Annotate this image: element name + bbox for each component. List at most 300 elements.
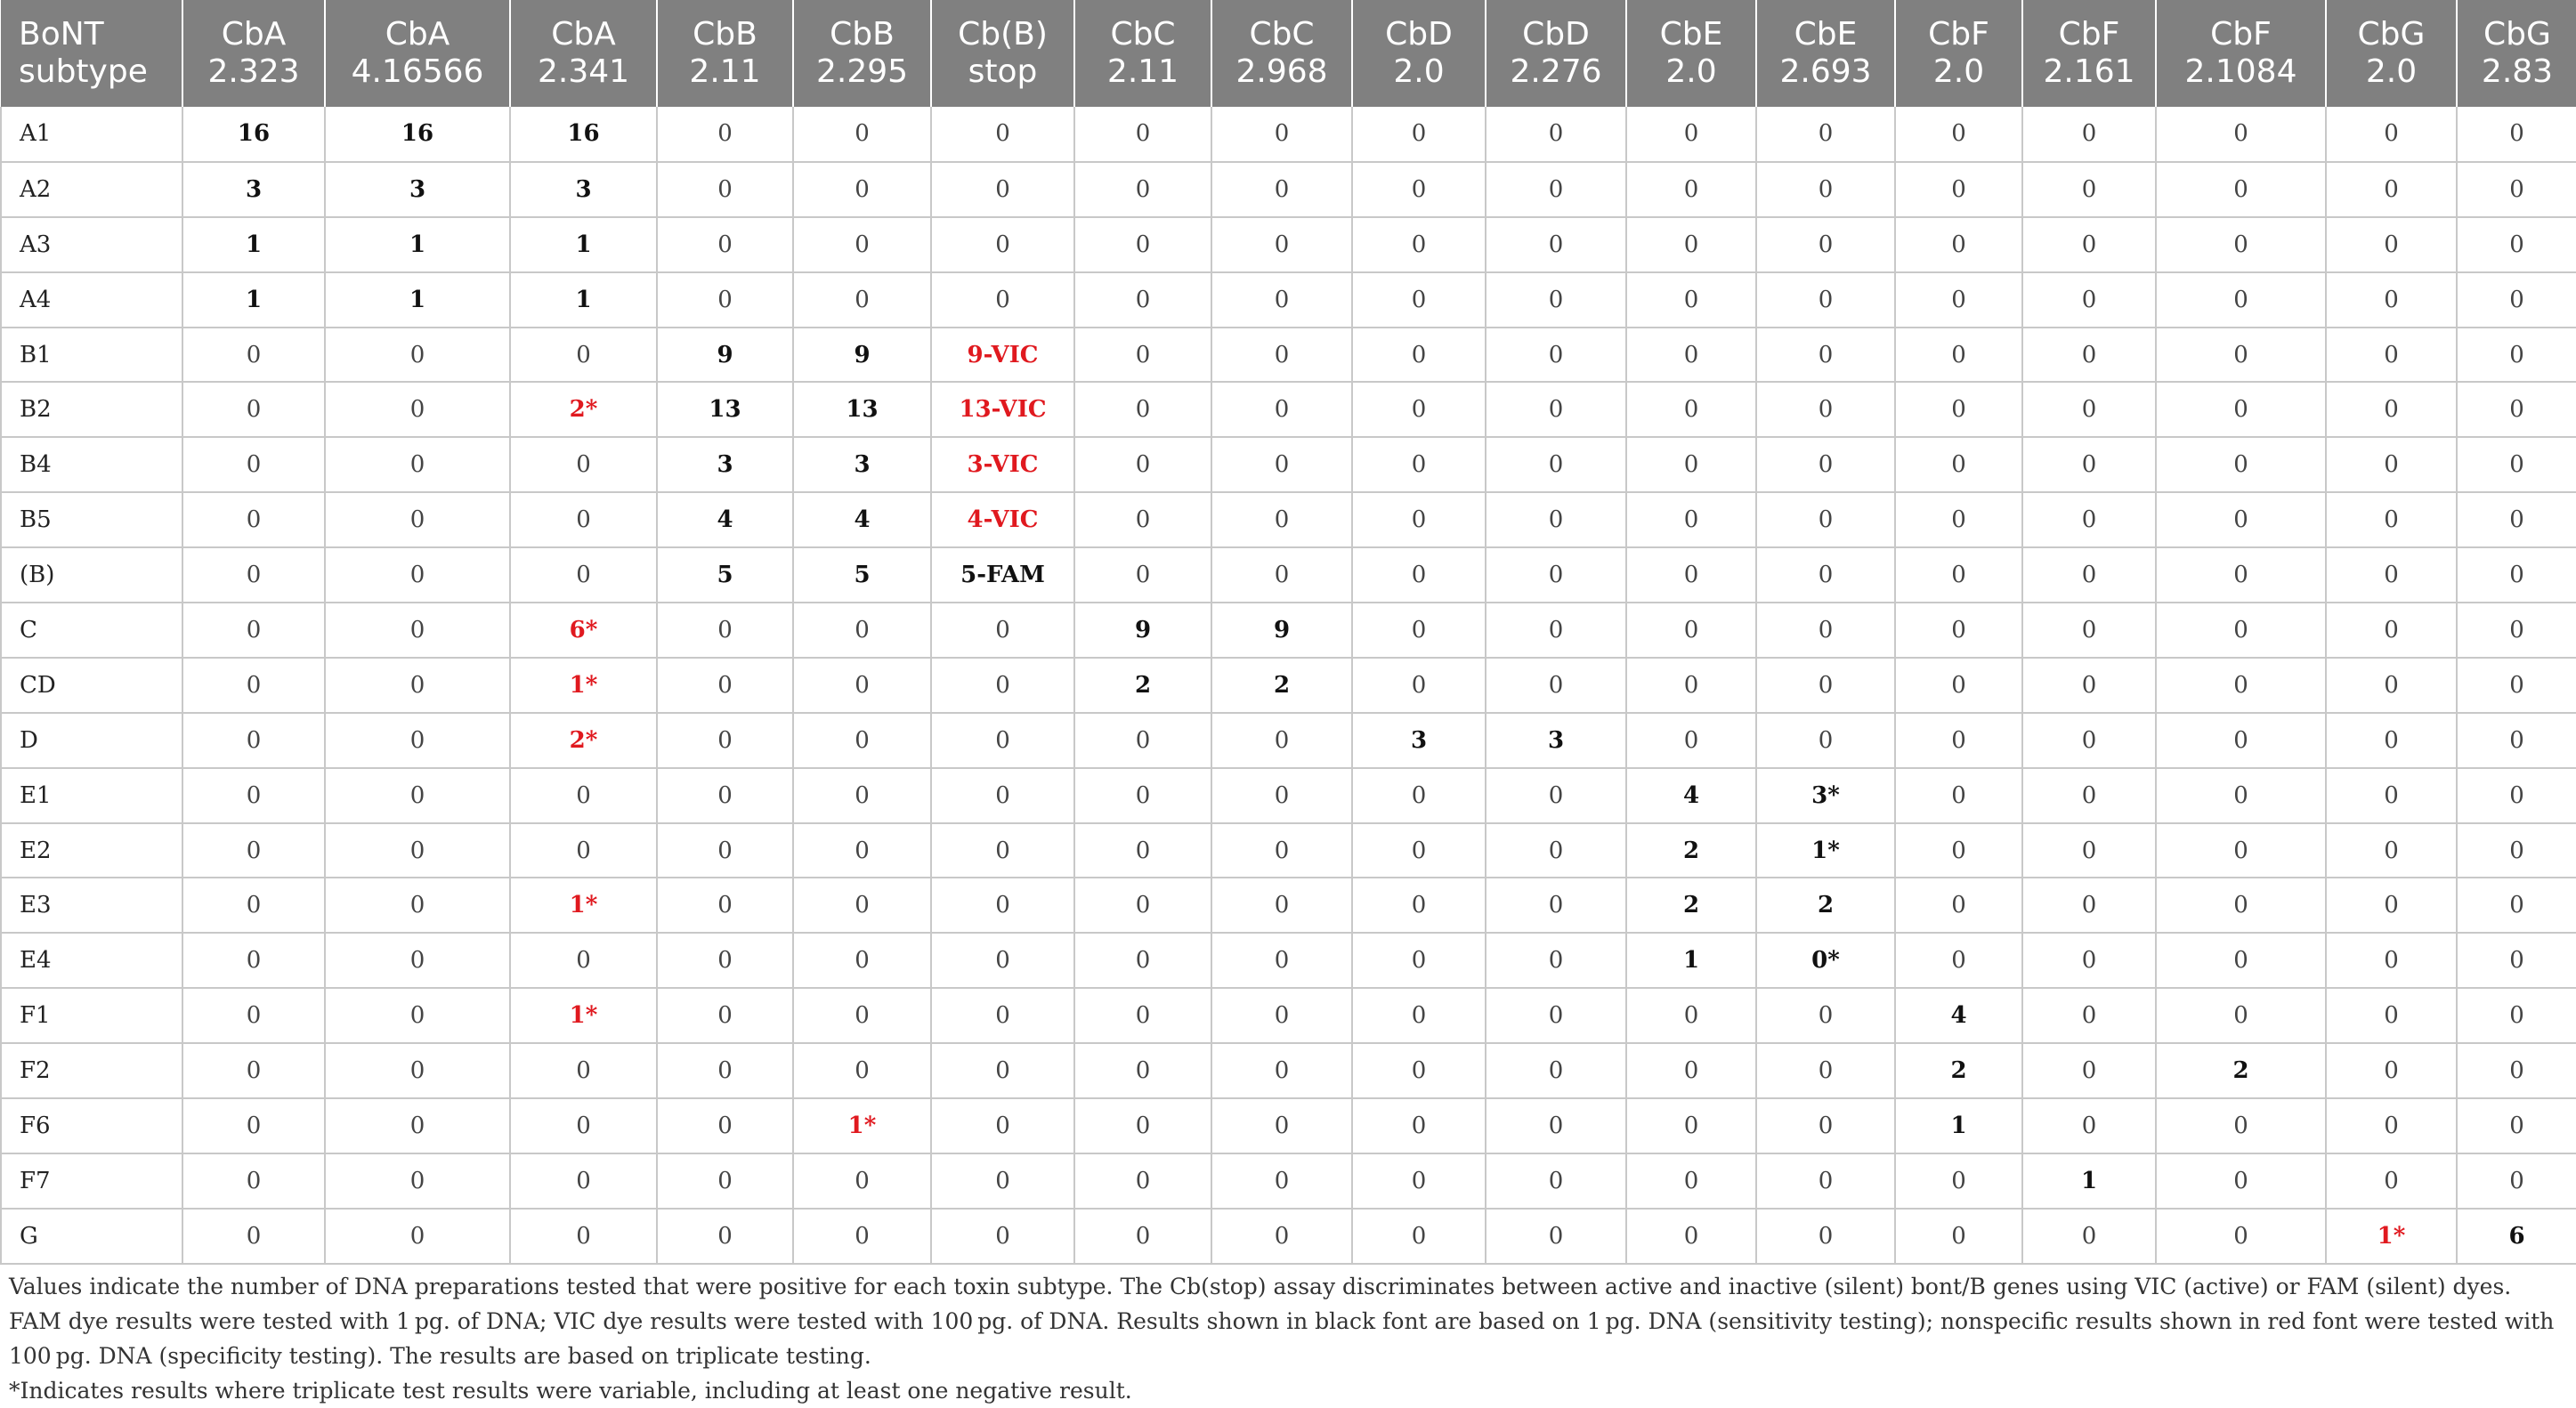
table-cell: 0 (1626, 1098, 1756, 1153)
table-cell: 0 (1626, 1043, 1756, 1098)
table-cell: 0 (2457, 492, 2576, 547)
table-cell: 0 (931, 713, 1074, 768)
column-header-line: 2.11 (1106, 53, 1179, 90)
table-cell: 0 (1352, 382, 1486, 437)
table-cell: 0 (1756, 1098, 1895, 1153)
table-cell: 2 (1895, 1043, 2022, 1098)
row-subtype-label: (B) (1, 547, 182, 603)
row-subtype-label: G (1, 1209, 182, 1264)
table-cell: 0 (1626, 988, 1756, 1043)
table-cell: 0 (657, 162, 793, 217)
table-cell: 0 (325, 988, 510, 1043)
table-cell: 3 (1486, 713, 1626, 768)
table-cell: 0 (2156, 217, 2326, 272)
table-cell: 0 (2156, 713, 2326, 768)
table-cell: 9 (657, 328, 793, 383)
table-cell: 0 (1352, 547, 1486, 603)
table-cell: 0 (325, 1043, 510, 1098)
table-cell: 3 (510, 162, 657, 217)
table-cell: 0 (1626, 713, 1756, 768)
column-header-line: 2.323 (207, 53, 300, 90)
table-cell: 0 (1626, 217, 1756, 272)
table-cell: 0 (325, 328, 510, 383)
table-cell: 0 (325, 1098, 510, 1153)
table-cell: 0 (182, 437, 325, 492)
table-cell: 0 (1074, 713, 1211, 768)
table-cell: 0 (510, 437, 657, 492)
column-header (2156, 0, 2326, 107)
column-header-line: CbF (2058, 16, 2120, 53)
table-cell: 0 (1352, 437, 1486, 492)
column-header-line: Cb(B) (958, 16, 1048, 53)
table-cell: 13 (793, 382, 931, 437)
column-header-line: CbF (2210, 16, 2272, 53)
table-cell: 0 (1756, 107, 1895, 162)
table-cell: 0 (2022, 603, 2156, 658)
table-cell: 0 (1211, 933, 1352, 988)
table-cell: 0 (931, 1153, 1074, 1209)
table-cell: 0 (931, 658, 1074, 713)
table-cell: 0 (1895, 768, 2022, 823)
table-cell: 0 (657, 107, 793, 162)
table-cell: 1* (510, 988, 657, 1043)
table-cell: 0 (1486, 547, 1626, 603)
column-header-line: 2.161 (2043, 53, 2135, 90)
table-cell: 0 (1895, 603, 2022, 658)
table-cell: 0 (1352, 1209, 1486, 1264)
table-cell: 0 (1626, 603, 1756, 658)
table-cell: 0 (325, 1153, 510, 1209)
table-cell: 0 (325, 1209, 510, 1264)
row-subtype-label: D (1, 713, 182, 768)
table-cell: 0 (1074, 1209, 1211, 1264)
table-cell: 0 (1895, 823, 2022, 878)
table-cell: 0 (2457, 603, 2576, 658)
table-cell: 0 (182, 713, 325, 768)
table-cell: 0 (2022, 658, 2156, 713)
table-cell: 0 (2326, 603, 2457, 658)
row-subtype-label: B4 (1, 437, 182, 492)
table-cell: 0 (182, 328, 325, 383)
table-cell: 0 (1352, 162, 1486, 217)
table-cell: 0 (2457, 1153, 2576, 1209)
table-cell: 0 (2156, 162, 2326, 217)
table-cell: 0 (1074, 823, 1211, 878)
table-cell: 0 (1486, 823, 1626, 878)
table-cell: 0 (1352, 768, 1486, 823)
table-cell: 4 (1626, 768, 1756, 823)
table-cell: 0 (2457, 878, 2576, 933)
table-cell: 0 (657, 823, 793, 878)
table-cell: 0 (2326, 768, 2457, 823)
table-cell: 0 (931, 272, 1074, 328)
table-cell: 0 (2326, 933, 2457, 988)
table-cell: 0 (2326, 988, 2457, 1043)
table-cell: 0 (657, 603, 793, 658)
column-header-line: 2.0 (1393, 53, 1445, 90)
table-cell: 0 (182, 933, 325, 988)
table-cell: 0 (2022, 162, 2156, 217)
column-header-line: CbG (2357, 16, 2426, 53)
table-cell: 0 (2326, 547, 2457, 603)
table-cell: 4 (1895, 988, 2022, 1043)
table-cell: 0 (1352, 658, 1486, 713)
table-cell: 0 (1211, 107, 1352, 162)
table-cell: 2 (1626, 878, 1756, 933)
table-cell: 0 (1074, 1098, 1211, 1153)
table-cell: 0 (931, 768, 1074, 823)
table-cell: 0 (1756, 658, 1895, 713)
table-cell: 0 (325, 492, 510, 547)
table-cell: 0 (2156, 1098, 2326, 1153)
table-cell: 0 (793, 878, 931, 933)
table-cell: 0 (2156, 547, 2326, 603)
table-cell: 0 (510, 823, 657, 878)
table-cell: 0 (1895, 933, 2022, 988)
table-cell: 0 (1352, 933, 1486, 988)
table-cell: 2 (1211, 658, 1352, 713)
column-header-line: subtype (19, 53, 148, 90)
table-cell: 3 (325, 162, 510, 217)
table-cell: 0 (1895, 272, 2022, 328)
table-cell: 0 (1352, 823, 1486, 878)
column-header-line: CbE (1659, 16, 1723, 53)
table-cell: 0 (1756, 547, 1895, 603)
table-cell: 0 (1486, 437, 1626, 492)
table-cell: 0 (1211, 1153, 1352, 1209)
table-cell: 0 (1074, 272, 1211, 328)
table-cell: 16 (510, 107, 657, 162)
table-cell: 1 (325, 272, 510, 328)
table-cell: 0 (325, 713, 510, 768)
table-cell: 0 (510, 492, 657, 547)
column-header-line: 2.341 (537, 53, 630, 90)
table-cell: 0 (2156, 492, 2326, 547)
table-cell: 0 (1626, 162, 1756, 217)
table-cell: 0 (2326, 162, 2457, 217)
column-header (2022, 0, 2156, 107)
table-header (1, 0, 2576, 107)
table-cell: 2* (510, 713, 657, 768)
table-cell: 0 (1486, 933, 1626, 988)
table-cell: 2 (1074, 658, 1211, 713)
table-row (1, 382, 2576, 437)
column-header-line: CbC (1249, 16, 1315, 53)
table-cell: 0 (2326, 823, 2457, 878)
table-cell: 0 (931, 162, 1074, 217)
footnote-asterisk: *Indicates results where triplicate test results were variable, including at least one negative result. (9, 1378, 1132, 1404)
column-header (793, 0, 931, 107)
table-cell: 6 (2457, 1209, 2576, 1264)
table-cell: 0 (793, 162, 931, 217)
table-cell: 0 (1756, 1209, 1895, 1264)
table-cell: 0 (931, 823, 1074, 878)
column-header (325, 0, 510, 107)
table-cell: 0 (1486, 217, 1626, 272)
table-cell: 0 (1486, 492, 1626, 547)
table-cell: 0 (1895, 437, 2022, 492)
table-cell: 0 (1211, 988, 1352, 1043)
column-header-line: stop (968, 53, 1038, 90)
table-cell: 0 (793, 933, 931, 988)
table-cell: 0 (1756, 272, 1895, 328)
table-cell: 0 (510, 1209, 657, 1264)
table-cell: 0 (931, 988, 1074, 1043)
table-cell: 0 (793, 1043, 931, 1098)
table-cell: 0 (931, 1043, 1074, 1098)
table-cell: 0 (510, 768, 657, 823)
table-cell: 0 (2326, 1043, 2457, 1098)
table-cell: 0 (2156, 603, 2326, 658)
table-cell: 0 (2326, 107, 2457, 162)
table-cell: 0 (1626, 107, 1756, 162)
table-cell: 0 (1074, 328, 1211, 383)
column-header-line: 4.16566 (351, 53, 484, 90)
table-cell: 1* (2326, 1209, 2457, 1264)
table-cell: 0 (325, 768, 510, 823)
table-cell: 0 (1211, 217, 1352, 272)
table-cell: 0 (510, 1043, 657, 1098)
table-cell: 0 (2022, 768, 2156, 823)
table-cell: 0 (1626, 382, 1756, 437)
table-cell: 0 (657, 878, 793, 933)
table-cell: 0 (1352, 272, 1486, 328)
column-header-line: CbB (830, 16, 895, 53)
column-header-line: 2.11 (689, 53, 761, 90)
table-cell: 0 (1486, 1043, 1626, 1098)
table-cell: 0 (657, 217, 793, 272)
table-cell: 0 (2156, 1209, 2326, 1264)
table-cell: 0 (1756, 382, 1895, 437)
table-cell: 0 (510, 1098, 657, 1153)
table-cell: 1 (510, 272, 657, 328)
table-cell: 0 (2022, 437, 2156, 492)
table-cell: 0 (793, 1209, 931, 1264)
table-cell: 0 (793, 272, 931, 328)
table-cell: 13 (657, 382, 793, 437)
table-cell: 0 (793, 988, 931, 1043)
table-cell: 0 (2156, 933, 2326, 988)
table-cell: 0 (2156, 988, 2326, 1043)
table-cell: 0 (657, 713, 793, 768)
table-cell: 1 (325, 217, 510, 272)
table-cell: 0 (2156, 437, 2326, 492)
table-cell: 0 (1486, 603, 1626, 658)
column-header (1895, 0, 2022, 107)
table-cell: 0 (2156, 1153, 2326, 1209)
table-cell: 0 (1211, 768, 1352, 823)
column-header (1486, 0, 1626, 107)
table-cell: 0 (657, 1209, 793, 1264)
table-cell: 0 (1626, 492, 1756, 547)
column-header-line: BoNT (19, 16, 104, 53)
table-cell: 0 (325, 823, 510, 878)
table-cell: 0 (1074, 547, 1211, 603)
table-cell: 0 (1756, 217, 1895, 272)
table-cell: 9 (1074, 603, 1211, 658)
table-cell: 0 (2156, 272, 2326, 328)
table-cell: 0 (793, 217, 931, 272)
row-subtype-label: C (1, 603, 182, 658)
table-cell: 1* (793, 1098, 931, 1153)
table-cell: 0 (182, 988, 325, 1043)
table-cell: 0* (1756, 933, 1895, 988)
column-header-line: 2.0 (1665, 53, 1717, 90)
table-cell: 3 (657, 437, 793, 492)
table-row (1, 658, 2576, 713)
table-cell: 0 (2457, 437, 2576, 492)
table-cell: 0 (1486, 272, 1626, 328)
table-row (1, 437, 2576, 492)
table-cell: 9 (1211, 603, 1352, 658)
table-cell: 0 (1074, 217, 1211, 272)
table-cell: 0 (1895, 713, 2022, 768)
row-subtype-label: A3 (1, 217, 182, 272)
table-cell: 0 (2457, 768, 2576, 823)
table-cell: 0 (182, 603, 325, 658)
table-cell: 0 (1074, 988, 1211, 1043)
table-cell: 0 (2326, 713, 2457, 768)
table-footnotes (9, 1269, 2564, 1408)
table-cell: 16 (325, 107, 510, 162)
table-row (1, 272, 2576, 328)
table-cell: 0 (657, 658, 793, 713)
table-cell: 0 (793, 823, 931, 878)
table-cell: 0 (325, 878, 510, 933)
column-header-line: CbE (1794, 16, 1858, 53)
table-cell: 0 (657, 1153, 793, 1209)
table-cell: 0 (931, 933, 1074, 988)
table-cell: 0 (2326, 328, 2457, 383)
column-header-line: CbA (385, 16, 450, 53)
table-cell: 3 (182, 162, 325, 217)
table-cell: 0 (1352, 603, 1486, 658)
table-cell: 0 (325, 933, 510, 988)
table-cell: 0 (1352, 107, 1486, 162)
column-header-line: 2.0 (1932, 53, 1985, 90)
table-cell: 0 (931, 878, 1074, 933)
column-header (510, 0, 657, 107)
table-cell: 0 (2457, 547, 2576, 603)
table-row (1, 1209, 2576, 1264)
table-cell: 0 (2457, 1098, 2576, 1153)
table-cell: 0 (1756, 603, 1895, 658)
column-header-line: CbB (693, 16, 757, 53)
table-row (1, 713, 2576, 768)
column-header-line: CbD (1522, 16, 1590, 53)
row-subtype-label: E3 (1, 878, 182, 933)
column-header-line: 2.295 (815, 53, 909, 90)
table-cell: 2 (2156, 1043, 2326, 1098)
column-header-line: 2.968 (1235, 53, 1328, 90)
table-cell: 0 (1074, 162, 1211, 217)
column-header (182, 0, 325, 107)
table-cell: 4 (793, 492, 931, 547)
table-row (1, 162, 2576, 217)
column-header-line: 2.1084 (2184, 53, 2297, 90)
table-row (1, 547, 2576, 603)
table-cell: 0 (1486, 878, 1626, 933)
table-cell: 0 (2022, 988, 2156, 1043)
table-row (1, 328, 2576, 383)
table-cell: 0 (1352, 217, 1486, 272)
table-cell: 0 (2022, 328, 2156, 383)
table-cell: 0 (1895, 547, 2022, 603)
row-subtype-label: E4 (1, 933, 182, 988)
column-header (1352, 0, 1486, 107)
table-cell: 0 (1626, 437, 1756, 492)
table-cell: 0 (2022, 1098, 2156, 1153)
column-header (1626, 0, 1756, 107)
table-cell: 0 (1211, 382, 1352, 437)
table-row (1, 1153, 2576, 1209)
table-cell: 0 (2156, 382, 2326, 437)
table-cell: 0 (1626, 272, 1756, 328)
column-header-line: CbA (551, 16, 616, 53)
row-subtype-label: A4 (1, 272, 182, 328)
table-cell: 0 (2326, 272, 2457, 328)
table-cell: 0 (2022, 382, 2156, 437)
table-cell: 0 (2156, 878, 2326, 933)
table-cell: 0 (2022, 933, 2156, 988)
table-cell: 0 (657, 1098, 793, 1153)
table-cell: 0 (1756, 162, 1895, 217)
column-header (1211, 0, 1352, 107)
table-cell: 0 (931, 603, 1074, 658)
table-cell: 0 (793, 1153, 931, 1209)
table-cell: 0 (2156, 658, 2326, 713)
table-body (1, 107, 2576, 1264)
table-cell: 0 (182, 823, 325, 878)
table-cell: 0 (1895, 382, 2022, 437)
table-cell: 0 (1895, 107, 2022, 162)
header-row (1, 0, 2576, 107)
table-cell: 0 (510, 328, 657, 383)
table-cell: 0 (1211, 492, 1352, 547)
table-cell: 0 (2457, 658, 2576, 713)
table-cell: 0 (931, 1209, 1074, 1264)
table-cell: 0 (1211, 713, 1352, 768)
table-cell: 0 (1895, 492, 2022, 547)
table-row (1, 768, 2576, 823)
table-cell: 0 (2156, 823, 2326, 878)
table-row (1, 492, 2576, 547)
table-cell: 0 (325, 603, 510, 658)
table-cell: 0 (1486, 768, 1626, 823)
table-cell: 1* (510, 658, 657, 713)
table-cell: 0 (1211, 547, 1352, 603)
table-cell: 0 (182, 1098, 325, 1153)
table-cell: 0 (1486, 1209, 1626, 1264)
column-header (931, 0, 1074, 107)
row-subtype-label: E2 (1, 823, 182, 878)
table-cell: 0 (1074, 382, 1211, 437)
table-row (1, 603, 2576, 658)
table-row (1, 878, 2576, 933)
row-subtype-label: F7 (1, 1153, 182, 1209)
table-cell: 0 (1486, 988, 1626, 1043)
table-cell: 0 (1626, 547, 1756, 603)
column-header-line: 2.0 (2365, 53, 2418, 90)
table-cell: 0 (1756, 713, 1895, 768)
table-row (1, 988, 2576, 1043)
table-cell: 0 (1211, 878, 1352, 933)
table-cell: 6* (510, 603, 657, 658)
table-cell: 0 (1756, 1153, 1895, 1209)
table-cell: 0 (793, 107, 931, 162)
table-cell: 0 (1895, 328, 2022, 383)
table-cell: 0 (2022, 1209, 2156, 1264)
